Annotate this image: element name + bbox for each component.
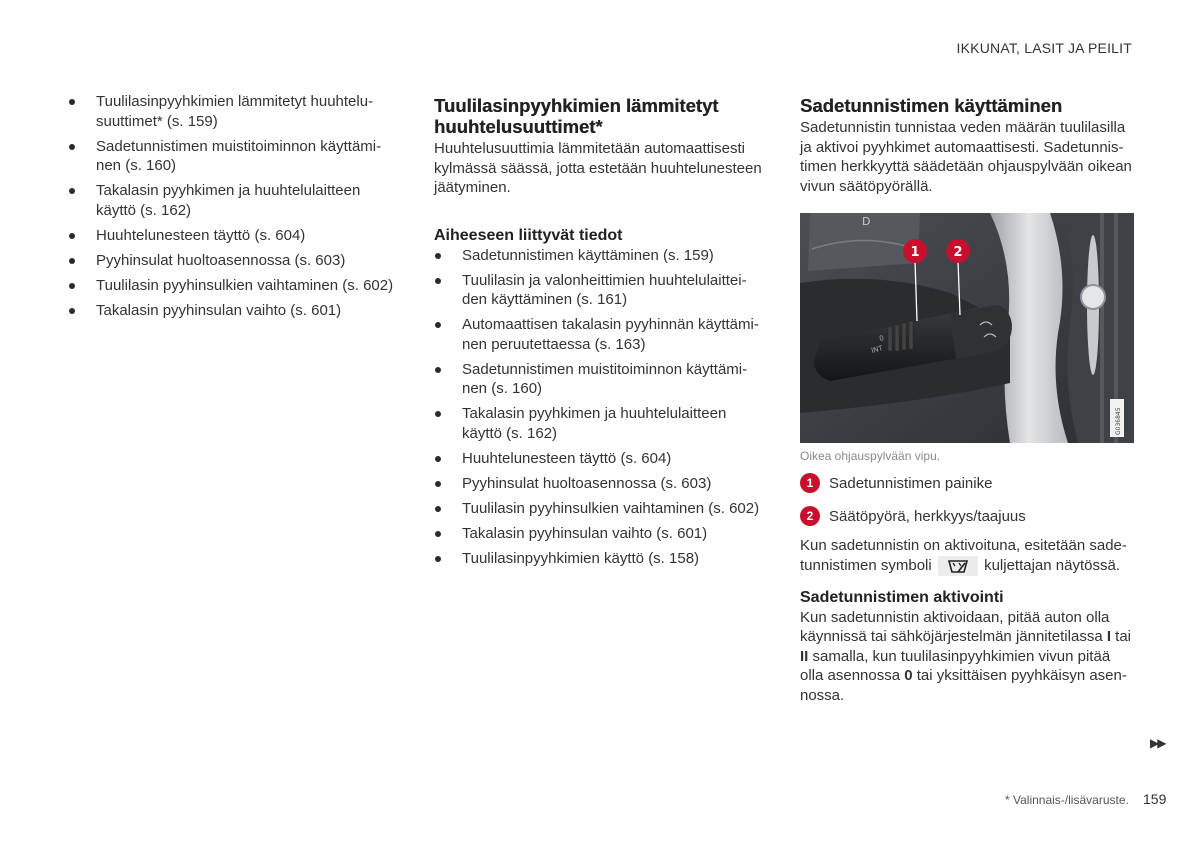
ignition-mode-ii: II bbox=[800, 647, 809, 665]
related-info-list bbox=[434, 246, 770, 569]
lever-position-0: 0 bbox=[904, 667, 913, 685]
activation-text-part: samalla, kun tuulilasinpyyhkimien vivun pitää olla asennossa bbox=[800, 647, 1111, 685]
list-item-text: Tuulilasin pyyhinsulkien vaihtaminen (s. 602) bbox=[96, 276, 394, 294]
ignition-mode-i: I bbox=[1106, 628, 1111, 646]
list-item-text: Sadetunnistimen käyttäminen (s. 159) bbox=[462, 246, 714, 264]
bullet-icon bbox=[435, 367, 441, 373]
rain-sensor-title: Sadetunnistimen käyttäminen bbox=[800, 95, 1063, 116]
activation-heading: Sadetunnistimen aktivointi bbox=[800, 588, 1004, 606]
legend-number: 1 bbox=[800, 473, 820, 493]
list-item[interactable] bbox=[434, 404, 770, 443]
legend-item-1 bbox=[800, 473, 1134, 493]
section-header: IKKUNAT, LASIT JA PEILIT bbox=[956, 40, 1132, 56]
legend-item-2 bbox=[800, 506, 1134, 526]
activation-text-part: tai bbox=[1115, 628, 1132, 646]
bullet-icon bbox=[69, 144, 75, 150]
related-list-continued bbox=[68, 92, 398, 320]
rain-sensor-intro: Sadetunnistin tunnistaa veden määrän tuulilasilla ja aktivoi pyyhkimet automaattisesti. Sadetunnis- timen herkkyyttä säädetään ohjauspylvään oikean vivun säätöpyörällä. bbox=[800, 119, 1132, 195]
bullet-icon bbox=[69, 188, 75, 194]
gear-indicator-label: D bbox=[862, 215, 871, 228]
list-item[interactable] bbox=[434, 271, 770, 310]
legend-text: Sadetunnistimen painike bbox=[829, 474, 993, 492]
column-middle bbox=[434, 92, 770, 574]
heated-nozzles-text: Huuhtelusuuttimia lämmitetään automaattisesti kylmässä säässä, jotta estetään huuhtelunesteen jäätyminen. bbox=[434, 140, 762, 196]
bullet-icon bbox=[69, 258, 75, 264]
column-right bbox=[800, 92, 1134, 705]
list-item-text: Pyyhinsulat huoltoasennossa (s. 603) bbox=[462, 475, 712, 493]
list-item[interactable] bbox=[68, 226, 398, 246]
list-item-text: Huuhtelunesteen täyttö (s. 604) bbox=[96, 226, 306, 244]
list-item[interactable] bbox=[434, 315, 770, 354]
bullet-icon bbox=[435, 556, 441, 562]
activation-text bbox=[800, 608, 1134, 706]
footnote: * Valinnais-/lisävaruste. bbox=[1005, 793, 1129, 807]
activated-text-post: kuljettajan näytössä. bbox=[984, 556, 1120, 574]
list-item[interactable] bbox=[68, 276, 398, 296]
activation-text-part: Kun sadetunnistin aktivoidaan, pitää auton olla käynnissä tai sähköjärjestelmän jännitetilassa bbox=[800, 608, 1110, 646]
continue-arrows-icon: ▶▶ bbox=[1150, 736, 1165, 750]
list-item[interactable] bbox=[68, 92, 398, 131]
list-item[interactable] bbox=[68, 301, 398, 321]
list-item[interactable] bbox=[68, 137, 398, 176]
list-item[interactable] bbox=[434, 474, 770, 494]
activation-text-part: tai yksittäisen pyyhkäisyn asen- nossa. bbox=[800, 667, 1127, 704]
activated-text bbox=[800, 536, 1134, 576]
bullet-icon bbox=[435, 253, 441, 259]
activated-text-pre: Kun sadetunnistin on aktivoituna, esitetään sade- tunnistimen symboli bbox=[800, 537, 1127, 574]
bullet-icon bbox=[69, 283, 75, 289]
bullet-icon bbox=[435, 506, 441, 512]
list-item[interactable] bbox=[434, 524, 770, 544]
list-item-text: Tuulilasin pyyhinsulkien vaihtaminen (s. 602) bbox=[462, 500, 760, 518]
related-info-heading: Aiheeseen liittyvät tiedot bbox=[434, 226, 623, 244]
lever-int-label: INT bbox=[870, 344, 884, 355]
list-item-text: Tuulilasin ja valonheittimien huuhtelulaittei- den käyttäminen (s. 161) bbox=[462, 271, 747, 309]
list-item-text: Takalasin pyyhinsulan vaihto (s. 601) bbox=[96, 301, 342, 319]
list-item[interactable] bbox=[434, 499, 770, 519]
list-item[interactable] bbox=[434, 549, 770, 569]
bullet-icon bbox=[435, 531, 441, 537]
list-item-text: Tuulilasinpyyhkimien käyttö (s. 158) bbox=[462, 550, 700, 568]
bullet-icon bbox=[435, 278, 441, 284]
bullet-icon bbox=[435, 456, 441, 462]
list-item[interactable] bbox=[68, 181, 398, 220]
legend-text: Säätöpyörä, herkkyys/taajuus bbox=[829, 507, 1026, 525]
list-item-text: Tuulilasinpyyhkimien lämmitetyt huuhtelu- suuttimet* (s. 159) bbox=[96, 93, 374, 130]
list-item-text: Takalasin pyyhkimen ja huuhtelulaitteen käyttö (s. 162) bbox=[462, 405, 727, 442]
steering-lever-figure bbox=[800, 213, 1134, 443]
bullet-icon bbox=[69, 233, 75, 239]
list-item-text: Takalasin pyyhkimen ja huuhtelulaitteen käyttö (s. 162) bbox=[96, 182, 361, 219]
bullet-icon bbox=[69, 308, 75, 314]
column-left bbox=[68, 92, 398, 326]
list-item-text: Pyyhinsulat huoltoasennossa (s. 603) bbox=[96, 251, 346, 269]
list-item[interactable] bbox=[434, 246, 770, 266]
figure-code: G036845 bbox=[1115, 407, 1122, 435]
list-item[interactable] bbox=[68, 251, 398, 271]
bullet-icon bbox=[69, 99, 75, 105]
heated-nozzles-title: Tuulilasinpyyhkimien lämmitetyt huuhtelusuuttimet* bbox=[434, 95, 719, 137]
bullet-icon bbox=[435, 411, 441, 417]
list-item[interactable] bbox=[434, 449, 770, 469]
list-item[interactable] bbox=[434, 360, 770, 399]
list-item-text: Huuhtelunesteen täyttö (s. 604) bbox=[462, 449, 672, 467]
list-item-text: Sadetunnistimen muistitoiminnon käyttämi- nen (s. 160) bbox=[96, 137, 382, 174]
bullet-icon bbox=[435, 322, 441, 328]
bullet-icon bbox=[435, 481, 441, 487]
callout-1: 1 bbox=[910, 245, 920, 260]
legend-number: 2 bbox=[800, 506, 820, 526]
steering-lever-illustration bbox=[800, 213, 1134, 443]
callout-2: 2 bbox=[953, 245, 963, 260]
figure-caption: Oikea ohjauspylvään vipu. bbox=[800, 449, 941, 463]
list-item-text: Automaattisen takalasin pyyhinnän käyttämi- nen peruutettaessa (s. 163) bbox=[462, 316, 759, 353]
page-number: 159 bbox=[1143, 791, 1167, 807]
list-item-text: Takalasin pyyhinsulan vaihto (s. 601) bbox=[462, 525, 708, 543]
lever-position-label: 0 bbox=[878, 334, 885, 343]
list-item-text: Sadetunnistimen muistitoiminnon käyttämi- nen (s. 160) bbox=[462, 360, 748, 398]
rain-sensor-symbol-icon bbox=[938, 556, 978, 576]
